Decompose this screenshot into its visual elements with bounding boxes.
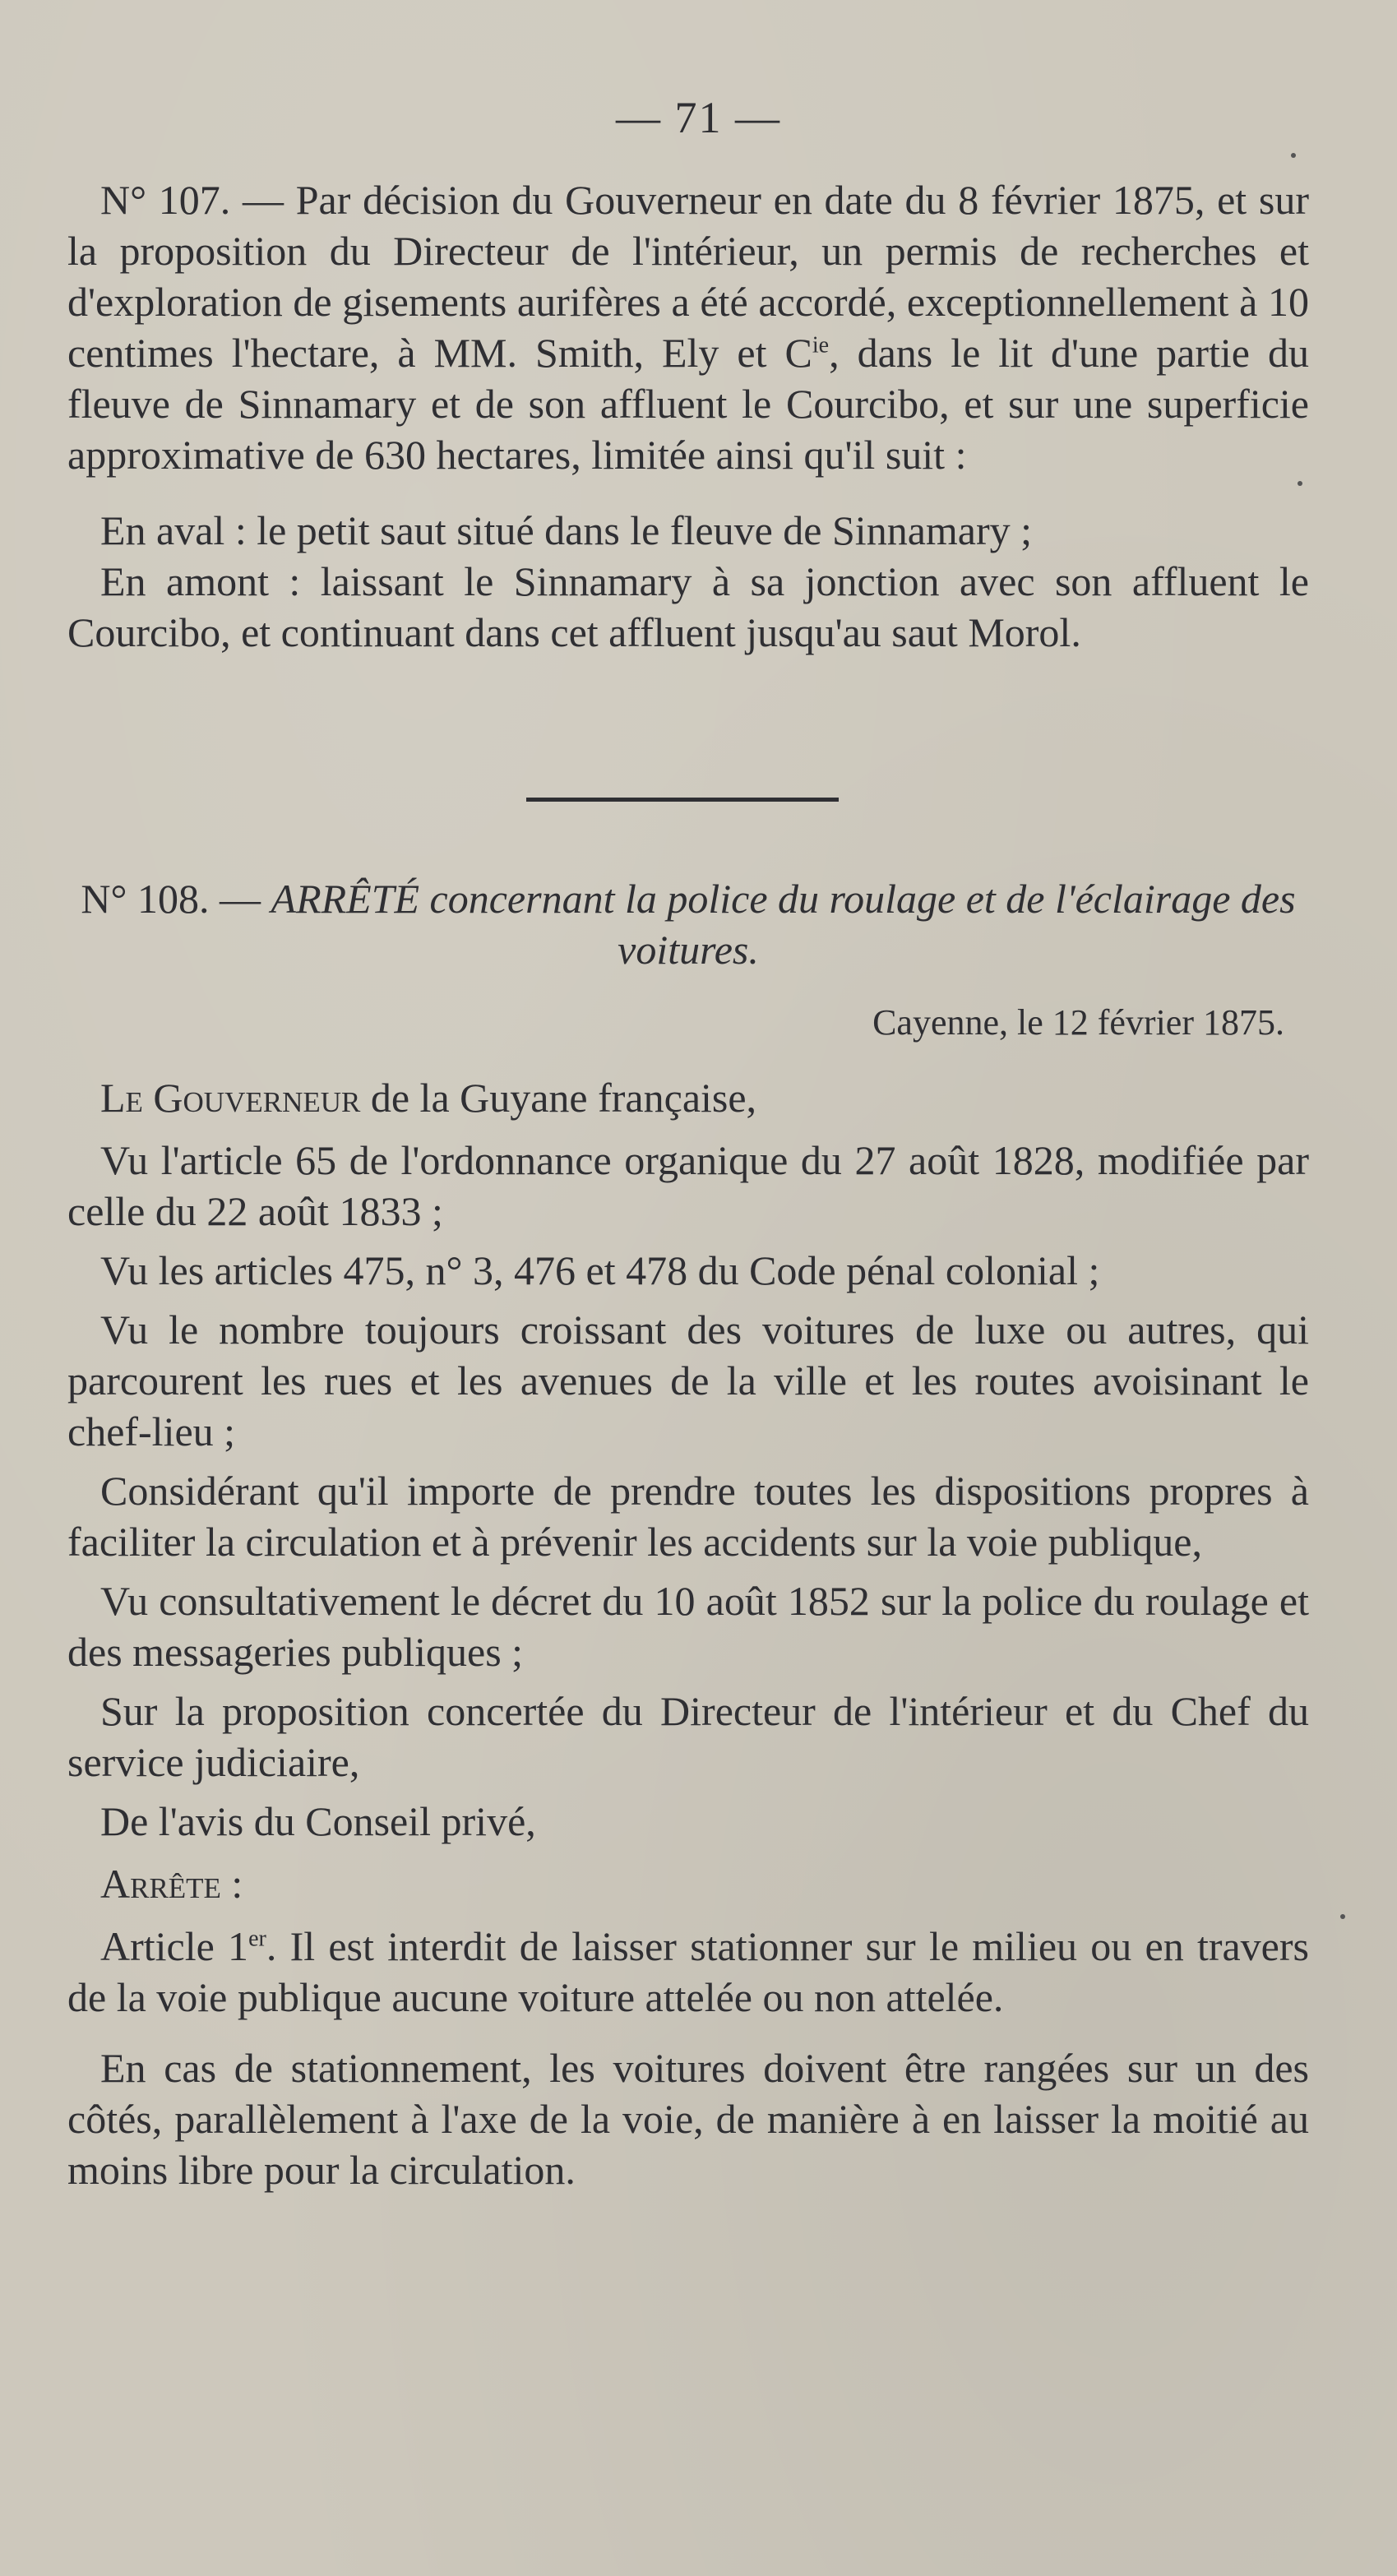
page-number: — 71 — [616, 93, 781, 142]
section-107 [67, 174, 1309, 658]
paragraph-aval: En aval : le petit saut situé dans le fleuve de Sinnamary ; [100, 507, 1033, 553]
heading-dash: — [220, 876, 261, 922]
page-speck [1298, 481, 1302, 486]
paragraph-vu-voitures: Vu le nombre toujours croissant des voitures de luxe ou autres, qui parcourent les rues et les avenues de la ville et les routes avoisinant le chef-lieu ; [67, 1306, 1309, 1454]
page-speck [1340, 1914, 1345, 1919]
place-date: Cayenne, le 12 février 1875. [872, 1002, 1284, 1043]
section-108-heading [67, 873, 1309, 975]
paragraph-article-1 [67, 1921, 1309, 2023]
paragraph-amont: En amont : laissant le Sinnamary à sa jonction avec son affluent le Courcibo, et continuant dans cet affluent jusqu'au saut Morol. [67, 558, 1309, 655]
paragraph-stationnement: En cas de stationnement, les voitures doivent être rangées sur un des côtés, parallèlement à l'axe de la voie, de manière à en laisser la moitié au moins libre pour la circulation. [67, 2045, 1309, 2193]
article-1-superscript: er [248, 1926, 266, 1952]
paragraph-107-intro [67, 174, 1309, 480]
superscript-cie: ie [812, 332, 830, 358]
page-speck [1291, 153, 1296, 158]
section-108 [67, 873, 1309, 2195]
paragraph-proposition: Sur la proposition concertée du Directeur de l'intérieur et du Chef du service judiciaire, [67, 1688, 1309, 1785]
number-108: N° 108. [81, 876, 210, 922]
paragraph-vu-code-penal: Vu les articles 475, n° 3, 476 et 478 du Code pénal colonial ; [100, 1247, 1100, 1293]
number-107: N° 107. [100, 177, 231, 223]
gouverneur-smallcaps: Le Gouverneur [100, 1075, 361, 1121]
gouverneur-line [67, 1072, 1309, 1123]
gouverneur-rest: de la Guyane française, [360, 1075, 757, 1121]
paragraph-considerant: Considérant qu'il importe de prendre toutes les dispositions propres à faciliter la circulation et à prévenir les accidents sur la voie publique, [67, 1468, 1309, 1565]
text-107-body: — Par décision du Gouverneur en date du 8 février 1875, et sur la proposition du Directeur de l'intérieur, un permis de recherches et d'exploration de gisements aurifères a été accordé, exceptionnellement à 10 centimes l'hectare, à MM. Smith, Ely et C [67, 177, 1309, 376]
section-108-title: ARRÊTÉ concernant la police du roulage et de l'éclairage des voitures. [271, 876, 1296, 973]
article-1-text: . Il est interdit de laisser stationner sur le milieu ou en travers de la voie publique aucune voiture attelée ou non attelée. [67, 1923, 1309, 2020]
paragraph-avis: De l'avis du Conseil privé, [100, 1798, 536, 1844]
text-107-body-cont: , dans le lit d'une partie du fleuve de Sinnamary et de son affluent le Courcibo, et sur une superficie approximative de 630 hectares, limitée ainsi qu'il suit : [67, 330, 1309, 478]
section-divider [526, 798, 839, 802]
paragraph-vu-decret: Vu consultativement le décret du 10 août 1852 sur la police du roulage et des messageries publiques ; [67, 1578, 1309, 1675]
arrete-label: Arrête : [100, 1861, 243, 1907]
article-1-label: Article 1 [100, 1923, 249, 1969]
paragraph-vu-ordonnance: Vu l'article 65 de l'ordonnance organique du 27 août 1828, modifiée par celle du 22 août 1833 ; [67, 1137, 1309, 1234]
